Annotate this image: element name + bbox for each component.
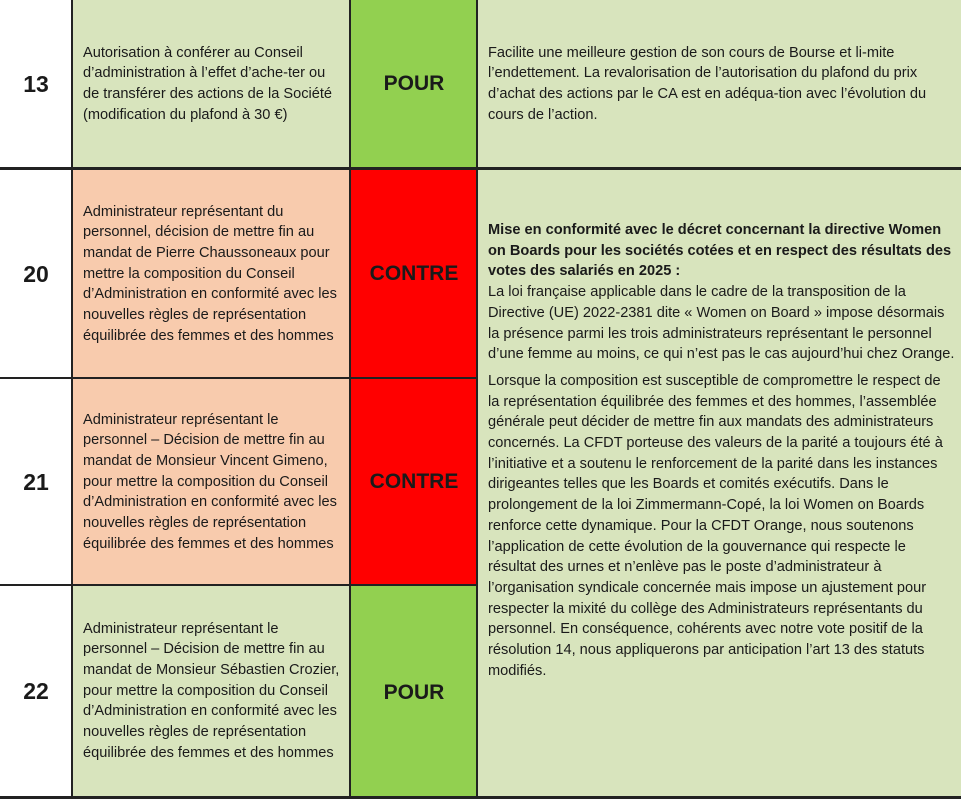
resolution-number: 22	[23, 677, 49, 704]
resolution-number: 20	[23, 260, 49, 287]
explanation-text: Facilite une meilleure gestion de son cours de Bourse et li-mite l’endettement. La revalorisation de l’autorisation du plafond du prix d’achat des actions par le CA est en adéqua-tion avec l’évolution du cours de l’action.	[488, 44, 927, 123]
resolution-text: Administrateur représentant le personnel – Décision de mettre fin au mandat de Monsieur Vincent Gimeno, pour mettre la composition du Conseil d’Administration en conformité avec les nouvelles règles de représentation équilibrée des femmes et des hommes	[83, 411, 337, 552]
row-divider	[0, 377, 476, 379]
resolution-title	[73, 0, 350, 168]
resolution-text: Autorisation à conférer au Conseil d’administration à l’effet d’ache-ter ou de transférer des actions de la Société (modification du plafond à 30 €)	[83, 44, 333, 123]
row-divider	[0, 584, 476, 586]
shared-explanation-cell	[478, 170, 961, 799]
resolution-text: Administrateur représentant du personnel, décision de mettre fin au mandat de Pierre Chaussoneaux pour mettre la composition du Conseil d’Administration en conformité avec les nouvelles règles de représentation équilibrée des femmes et des hommes	[83, 203, 337, 344]
row-divider	[0, 167, 961, 170]
vote-contre: CONTRE	[351, 170, 477, 378]
resolution-title	[73, 586, 350, 796]
resolution-number: 21	[23, 468, 49, 495]
vote-pour: POUR	[351, 586, 477, 799]
resolution-title	[73, 379, 350, 585]
column-divider	[476, 0, 478, 799]
vote-pour: POUR	[351, 0, 477, 168]
vote-contre: CONTRE	[351, 379, 477, 585]
explanation-paragraph: La loi française applicable dans le cadre de la transposition de la Directive (UE) 2022-2381 dite « Women on Board » impose désormais la présence parmi les trois administrateurs représentant le personnel d’une femme au moins, ce qui n’est pas le cas aujourd’hui chez Orange.	[488, 284, 955, 363]
resolution-text: Administrateur représentant le personnel – Décision de mettre fin au mandat de Monsieur Sébastien Crozier, pour mettre la composition du Conseil d’Administration en conformité avec les nouvelles règles de représentation équilibrée des femmes et des hommes	[83, 620, 340, 761]
resolution-title	[73, 170, 350, 378]
explanation-heading: Mise en conformité avec le décret concernant la directive Women on Boards pour les sociétés cotées et en respect des résultats des votes des salariés en 2025 :	[488, 222, 952, 280]
resolution-number: 13	[23, 70, 49, 97]
explanation-cell	[478, 0, 961, 168]
explanation-paragraph: Lorsque la composition est susceptible de compromettre le respect de la représentation équilibrée des femmes et des hommes, l’assemblée générale peut décider de mettre fin aux mandats des administrateurs concernés. La CFDT porteuse des valeurs de la parité a toujours été à l’initiative et a soutenu le renforcement de la parité dans les instances dirigeantes telles que les Boards et comités exécutifs. Dans le prolongement de la loi Zimmermann-Copé, la loi Women on Boards renforce cette dynamique. Pour la CFDT Orange, nous soutenons l’application de cette évolution de la gouvernance qui respecte le résultat des urnes et n’enlève pas le poste d’administrateur à l’organisation syndicale concernée mais impose un ajustement pour respecter la mixité du collège des Administrateurs représentants du personnel. En conséquence, cohérents avec notre vote positif de la résolution 14, nous appliquerons par anticipation l’art 13 des statuts modifiés.	[488, 372, 943, 679]
column-divider	[349, 0, 351, 799]
column-divider	[71, 0, 73, 799]
